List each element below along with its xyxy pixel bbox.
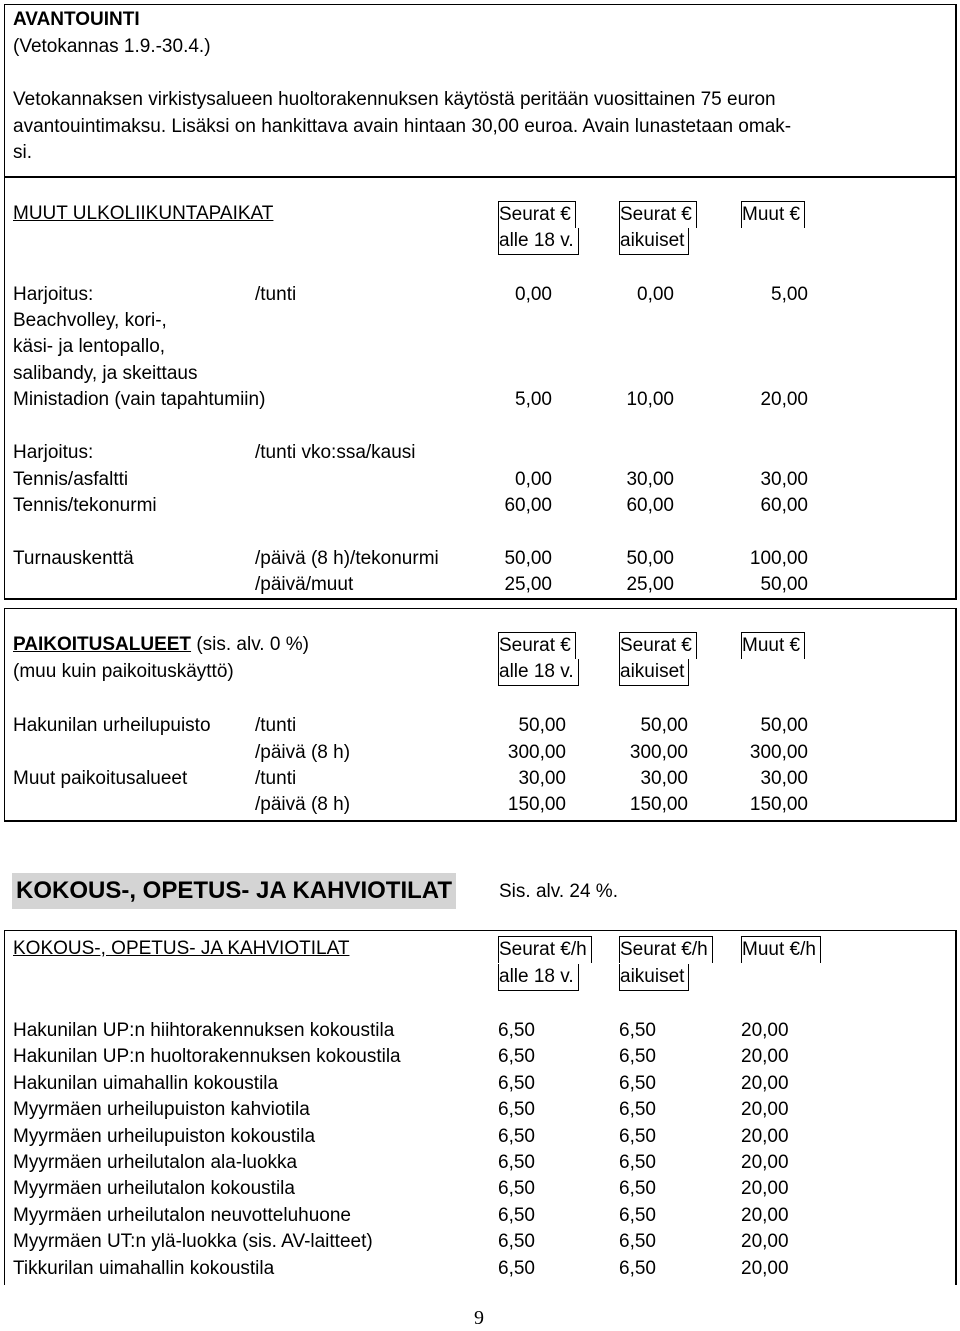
kokous-row-value-3: 20,00 (741, 1073, 789, 1094)
turnaus-1-v3: 100,00 (749, 548, 808, 569)
harjoitus1-v1: 0,00 (515, 284, 552, 305)
paik-row1-v1: 50,00 (518, 715, 566, 736)
kok-col3-head: Muut €/h (741, 936, 821, 963)
ministadion-v2: 10,00 (626, 389, 674, 410)
kokous-row-label: Myyrmäen urheilutalon ala-luokka (13, 1152, 298, 1173)
paik-row2-v3: 300,00 (749, 742, 808, 763)
kokous-row-label: Myyrmäen urheilupuiston kokoustila (13, 1126, 316, 1147)
tennis-tekonurmi-label: Tennis/tekonurmi (13, 495, 157, 516)
kokous-row-value-2: 6,50 (619, 1046, 656, 1067)
kok-col2-head: Seurat €/h (619, 936, 713, 963)
paikoitus-title: PAIKOITUSALUEET (13, 634, 192, 655)
harjoitus1-v2: 0,00 (637, 284, 674, 305)
kok-col1-sub: alle 18 v. (498, 964, 579, 991)
paik-row3-v3: 30,00 (760, 768, 808, 789)
paik-row3-unit: /tunti (255, 768, 297, 789)
kokous-row-value-3: 20,00 (741, 1020, 789, 1041)
avantouinti-text-1: Vetokannaksen virkistysalueen huoltorakennuksen käytöstä peritään vuosittainen 75 euron (13, 89, 776, 110)
kokous-row-value-3: 20,00 (741, 1126, 789, 1147)
kokous-row-label: Myyrmäen urheilupuiston kahviotila (13, 1099, 310, 1120)
turnaus-unit-1: /päivä (8 h)/tekonurmi (255, 548, 439, 569)
kokous-title: KOKOUS-, OPETUS- JA KAHVIOTILAT (13, 938, 350, 959)
kokous-row-value-2: 6,50 (619, 1099, 656, 1120)
ulko-col3-head: Muut € (741, 201, 805, 228)
ulko-col2-sub: aikuiset (619, 228, 689, 255)
kokous-row-value-1: 6,50 (498, 1205, 535, 1226)
kokous-row-label: Hakunilan UP:n hiihtorakennuksen kokoustila (13, 1020, 395, 1041)
turnaus-2-v1: 25,00 (504, 574, 552, 595)
ulko-col1-head: Seurat € (498, 201, 576, 228)
paik-row1-v3: 50,00 (760, 715, 808, 736)
paikoitus-title-suffix: (sis. alv. 0 %) (191, 634, 309, 655)
tennis-asfaltti-v3: 30,00 (760, 469, 808, 490)
kokous-row-value-2: 6,50 (619, 1126, 656, 1147)
paik-row2-unit: /päivä (8 h) (255, 742, 351, 763)
kokous-row-value-3: 20,00 (741, 1099, 789, 1120)
kokous-row-value-2: 6,50 (619, 1178, 656, 1199)
kokous-row-value-3: 20,00 (741, 1178, 789, 1199)
turnaus-2-v3: 50,00 (760, 574, 808, 595)
harjoitus1-label: Harjoitus: (13, 284, 94, 305)
kokous-row-value-1: 6,50 (498, 1231, 535, 1252)
tennis-asfaltti-v2: 30,00 (626, 469, 674, 490)
ulkoliikunta-title: MUUT ULKOLIIKUNTAPAIKAT (13, 203, 274, 224)
avantouinti-text-2: avantouintimaksu. Lisäksi on hankittava avain hintaan 30,00 euroa. Avain lunastetaan omak- (13, 116, 792, 137)
paik-row4-unit: /päivä (8 h) (255, 794, 351, 815)
kokous-row-value-3: 20,00 (741, 1152, 789, 1173)
kokous-row-label: Myyrmäen urheilutalon neuvotteluhuone (13, 1205, 351, 1226)
kokous-row-label: Hakunilan UP:n huoltorakennuksen kokoustila (13, 1046, 401, 1067)
kokous-heading-vat: Sis. alv. 24 %. (499, 881, 618, 902)
kokous-row-value-1: 6,50 (498, 1020, 535, 1041)
kokous-row-label: Tikkurilan uimahallin kokoustila (13, 1258, 275, 1279)
kokous-row-label: Hakunilan uimahallin kokoustila (13, 1073, 279, 1094)
ministadion-v1: 5,00 (515, 389, 552, 410)
kokous-row-value-3: 20,00 (741, 1046, 789, 1067)
avantouinti-title: AVANTOUINTI (13, 9, 140, 30)
ulko-col2-head: Seurat € (619, 201, 697, 228)
kokous-row-value-1: 6,50 (498, 1178, 535, 1199)
tennis-tekonurmi-v2: 60,00 (626, 495, 674, 516)
tennis-asfaltti-label: Tennis/asfaltti (13, 469, 129, 490)
kokous-row-value-2: 6,50 (619, 1073, 656, 1094)
kok-col1-head: Seurat €/h (498, 936, 592, 963)
harjoitus1-v3: 5,00 (771, 284, 808, 305)
paik-row4-v2: 150,00 (629, 794, 688, 815)
paik-row1-v2: 50,00 (640, 715, 688, 736)
paikoitus-subtitle: (muu kuin paikoituskäyttö) (13, 661, 234, 682)
kokous-row-value-2: 6,50 (619, 1020, 656, 1041)
turnaus-1-v2: 50,00 (626, 548, 674, 569)
tennis-tekonurmi-v1: 60,00 (504, 495, 552, 516)
ministadion-label: Ministadion (vain tapahtumiin) (13, 389, 266, 410)
paik-col1-sub: alle 18 v. (498, 659, 579, 686)
kokous-row-label: Myyrmäen urheilutalon kokoustila (13, 1178, 295, 1199)
kokous-row-label: Myyrmäen UT:n ylä-luokka (sis. AV-laitteet) (13, 1231, 373, 1252)
ulko-col1-sub: alle 18 v. (498, 228, 579, 255)
tennis-asfaltti-v1: 0,00 (515, 469, 552, 490)
kokous-row-value-3: 20,00 (741, 1205, 789, 1226)
paik-row3-label: Muut paikoitusalueet (13, 768, 188, 789)
kokous-row-value-1: 6,50 (498, 1126, 535, 1147)
kokous-row-value-1: 6,50 (498, 1099, 535, 1120)
paik-col1-head: Seurat € (498, 632, 576, 659)
paik-col2-sub: aikuiset (619, 659, 689, 686)
kokous-row-value-1: 6,50 (498, 1152, 535, 1173)
paik-row1-label: Hakunilan urheilupuisto (13, 715, 211, 736)
ministadion-v3: 20,00 (760, 389, 808, 410)
turnaus-1-v1: 50,00 (504, 548, 552, 569)
page-number: 9 (474, 1307, 484, 1329)
kokous-row-value-1: 6,50 (498, 1073, 535, 1094)
avantouinti-period: (Vetokannas 1.9.-30.4.) (13, 36, 211, 57)
turnaus-label: Turnauskenttä (13, 548, 134, 569)
tennis-tekonurmi-v3: 60,00 (760, 495, 808, 516)
kok-col2-sub: aikuiset (619, 964, 689, 991)
turnaus-unit-2: /päivä/muut (255, 574, 354, 595)
kokous-row-value-1: 6,50 (498, 1258, 535, 1279)
paik-row4-v1: 150,00 (507, 794, 566, 815)
kokous-heading-title: KOKOUS-, OPETUS- JA KAHVIOTILAT (12, 873, 456, 909)
paik-row2-v2: 300,00 (629, 742, 688, 763)
turnaus-2-v2: 25,00 (626, 574, 674, 595)
paik-col2-head: Seurat € (619, 632, 697, 659)
paik-row4-v3: 150,00 (749, 794, 808, 815)
paik-row3-v1: 30,00 (518, 768, 566, 789)
paik-row1-unit: /tunti (255, 715, 297, 736)
harjoitus1-unit: /tunti (255, 284, 297, 305)
sports-line-2: käsi- ja lentopallo, (13, 336, 166, 357)
sports-line-1: Beachvolley, kori-, (13, 310, 167, 331)
kokous-row-value-2: 6,50 (619, 1231, 656, 1252)
kokous-row-value-3: 20,00 (741, 1231, 789, 1252)
sports-line-3: salibandy, ja skeittaus (13, 363, 198, 384)
avantouinti-text-3: si. (13, 142, 32, 163)
kokous-row-value-2: 6,50 (619, 1258, 656, 1279)
paik-row3-v2: 30,00 (640, 768, 688, 789)
harjoitus2-label: Harjoitus: (13, 442, 94, 463)
kokous-row-value-2: 6,50 (619, 1152, 656, 1173)
kokous-row-value-3: 20,00 (741, 1258, 789, 1279)
paik-col3-head: Muut € (741, 632, 805, 659)
harjoitus2-unit: /tunti vko:ssa/kausi (255, 442, 416, 463)
kokous-row-value-2: 6,50 (619, 1205, 656, 1226)
paikoitus-title-line (13, 632, 309, 658)
paik-row2-v1: 300,00 (507, 742, 566, 763)
kokous-row-value-1: 6,50 (498, 1046, 535, 1067)
